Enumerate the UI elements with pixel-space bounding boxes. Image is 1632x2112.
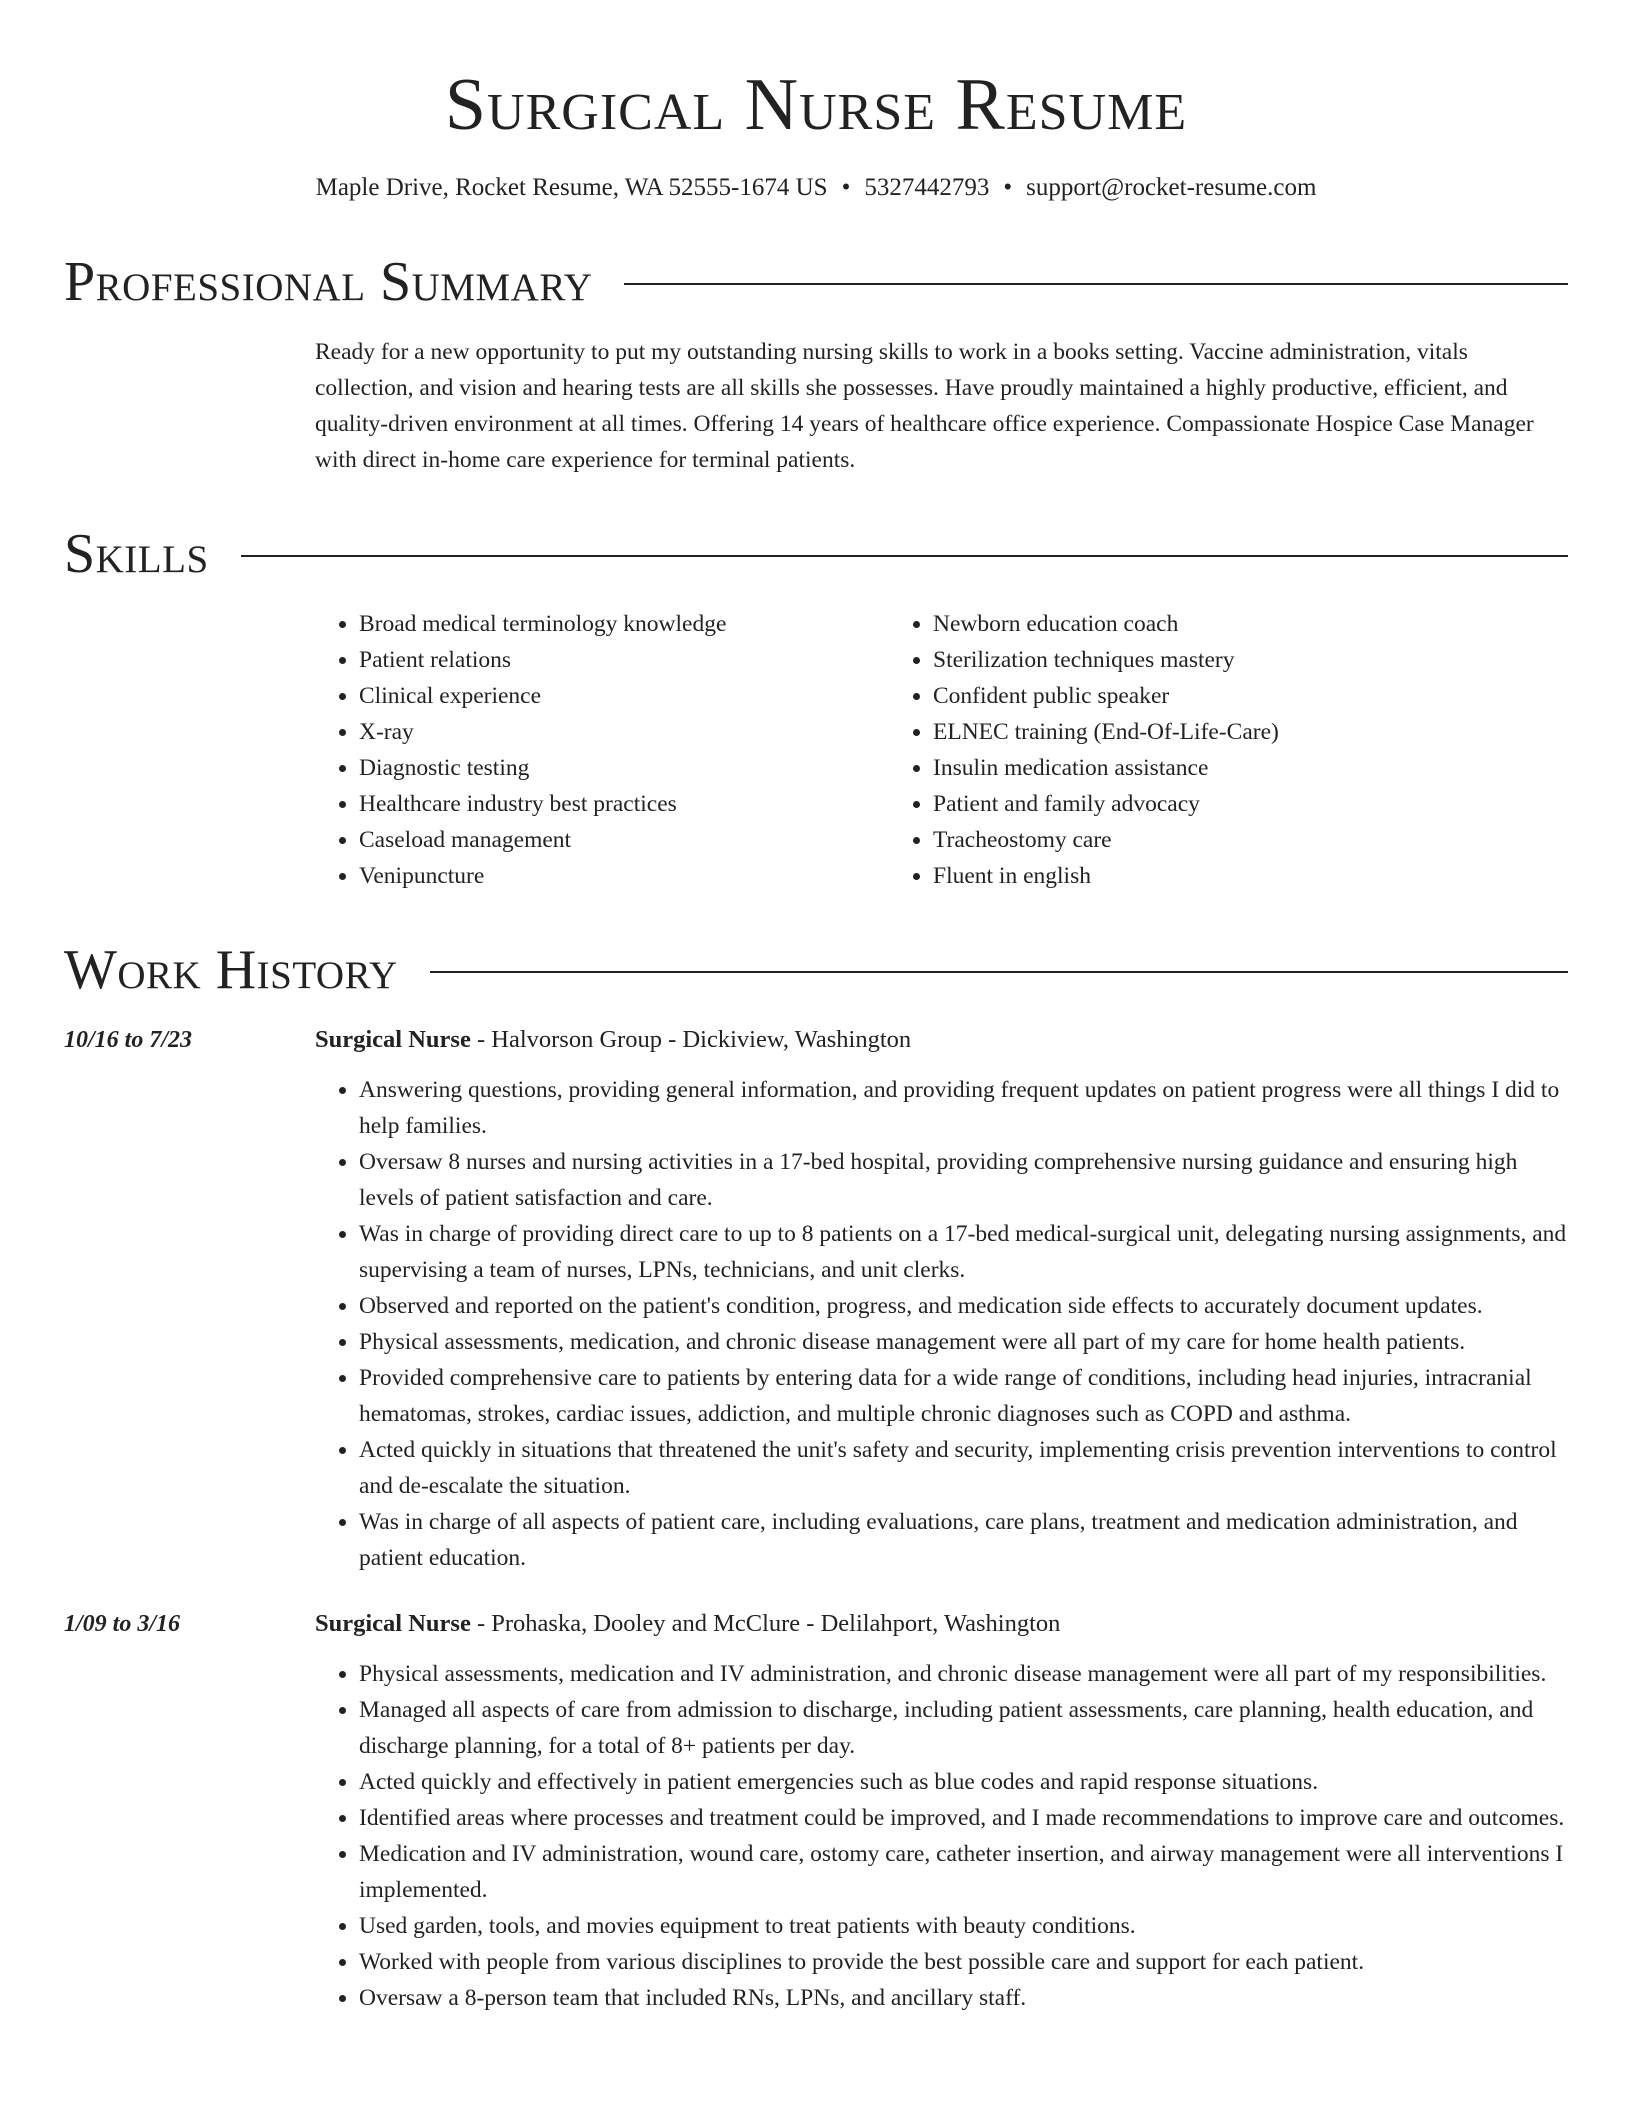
skill-item: • ELNEC training (End-Of-Life-Care): [933, 714, 1489, 750]
skill-item: • Patient relations: [359, 642, 889, 678]
skills-section-header: [64, 522, 1568, 586]
job-employer: - Halvorson Group - Dickiview, Washington: [470, 1026, 912, 1053]
summary-text: Ready for a new opportunity to put my outstanding nursing skills to work in a books setting. Vaccine administration, vitals collection, and vision and hearing tests are all skills she possesses. Have proudly maintained a highly productive, efficient, and quality-driven environment at all times. Offering 14 years of healthcare office experience. Compassionate Hospice Case Manager with direct in-home care experience for terminal patients.: [315, 339, 1534, 473]
section-divider: [241, 555, 1568, 557]
job-bullet: • Oversaw a 8-person team that included RNs, LPNs, and ancillary staff.: [359, 1980, 1568, 2016]
contact-separator: •: [841, 174, 851, 201]
job-bullet: • Oversaw 8 nurses and nursing activities in a 17-bed hospital, providing comprehensive nursing guidance and ensuring high levels of patient satisfaction and care.: [359, 1144, 1568, 1216]
skill-item: • Diagnostic testing: [359, 750, 889, 786]
job-bullets: [315, 1072, 1568, 1576]
skill-item: • Clinical experience: [359, 678, 889, 714]
job-content: [315, 1022, 1568, 1576]
contact-separator: •: [1003, 174, 1013, 201]
skill-item: • Caseload management: [359, 822, 889, 858]
job-dates: 1/09 to 3/16: [64, 1611, 181, 1637]
section-divider: [624, 283, 1568, 285]
job-bullet: • Answering questions, providing general information, and providing frequent updates on patient progress were all things I did to help families.: [359, 1072, 1568, 1144]
job-bullet: • Provided comprehensive care to patients by entering data for a wide range of conditions, including head injuries, intracranial hematomas, strokes, cardiac issues, addiction, and multiple chronic diagnoses such as COPD and asthma.: [359, 1360, 1568, 1432]
job-bullet: • Managed all aspects of care from admission to discharge, including patient assessments, care planning, health education, and discharge planning, for a total of 8+ patients per day.: [359, 1692, 1568, 1764]
skill-item: • Fluent in english: [933, 858, 1489, 894]
skill-item: • Patient and family advocacy: [933, 786, 1489, 822]
job-bullet: • Acted quickly in situations that threatened the unit's safety and security, implementing crisis prevention interventions to control and de-escalate the situation.: [359, 1432, 1568, 1504]
job-employer: - Prohaska, Dooley and McClure - Delilahport, Washington: [470, 1610, 1061, 1637]
job-dates: 10/16 to 7/23: [64, 1027, 193, 1053]
contact-line: [64, 170, 1568, 206]
resume-title: Surgical Nurse Resume: [444, 64, 1188, 146]
summary-section-header: [64, 250, 1568, 314]
job-bullet: • Observed and reported on the patient's condition, progress, and medication side effects to accurately document updates.: [359, 1288, 1568, 1324]
job-heading: [315, 1022, 1568, 1058]
skill-item: • Confident public speaker: [933, 678, 1489, 714]
skills-heading: Skills: [64, 523, 209, 585]
job-bullet: • Acted quickly and effectively in patient emergencies such as blue codes and rapid response situations.: [359, 1764, 1568, 1800]
resume-page: [64, 0, 1568, 2016]
skills-column-left: [315, 606, 889, 894]
skill-item: • Broad medical terminology knowledge: [359, 606, 889, 642]
job-bullet: • Worked with people from various disciplines to provide the best possible care and support for each patient.: [359, 1944, 1568, 1980]
job-bullet: • Identified areas where processes and treatment could be improved, and I made recommendations to improve care and outcomes.: [359, 1800, 1568, 1836]
job-bullet: • Used garden, tools, and movies equipment to treat patients with beauty conditions.: [359, 1908, 1568, 1944]
contact-address: Maple Drive, Rocket Resume, WA 52555-1674 US: [315, 174, 828, 201]
job-role: Surgical Nurse: [315, 1026, 471, 1053]
skill-item: • Venipuncture: [359, 858, 889, 894]
skill-item: • Newborn education coach: [933, 606, 1489, 642]
job-heading: [315, 1606, 1568, 1642]
job-content: [315, 1606, 1568, 2016]
skill-item: • Healthcare industry best practices: [359, 786, 889, 822]
job-entry: [64, 1022, 1568, 1576]
job-bullets: [315, 1656, 1568, 2016]
job-bullet: • Was in charge of all aspects of patient care, including evaluations, care plans, treatment and medication administration, and patient education.: [359, 1504, 1568, 1576]
skill-item: • Insulin medication assistance: [933, 750, 1489, 786]
skill-item: • X-ray: [359, 714, 889, 750]
work-section-header: [64, 938, 1568, 1002]
skills-list: [315, 606, 1568, 894]
job-bullet: • Physical assessments, medication, and chronic disease management were all part of my care for home health patients.: [359, 1324, 1568, 1360]
contact-email: support@rocket-resume.com: [1026, 174, 1317, 201]
job-bullet: • Medication and IV administration, wound care, ostomy care, catheter insertion, and airway management were all interventions I implemented.: [359, 1836, 1568, 1908]
job-role: Surgical Nurse: [315, 1610, 471, 1637]
contact-phone: 5327442793: [864, 174, 990, 201]
summary-heading: Professional Summary: [64, 251, 593, 313]
skill-item: • Sterilization techniques mastery: [933, 642, 1489, 678]
job-bullet: • Physical assessments, medication and IV administration, and chronic disease management were all part of my responsibilities.: [359, 1656, 1568, 1692]
skills-column-right: [889, 606, 1489, 894]
job-bullet: • Was in charge of providing direct care to up to 8 patients on a 17-bed medical-surgical unit, delegating nursing assignments, and supervising a team of nurses, LPNs, technicians, and unit clerks.: [359, 1216, 1568, 1288]
section-divider: [430, 971, 1568, 973]
job-entry: [64, 1606, 1568, 2016]
skill-item: • Tracheostomy care: [933, 822, 1489, 858]
work-heading: Work History: [64, 939, 398, 1001]
